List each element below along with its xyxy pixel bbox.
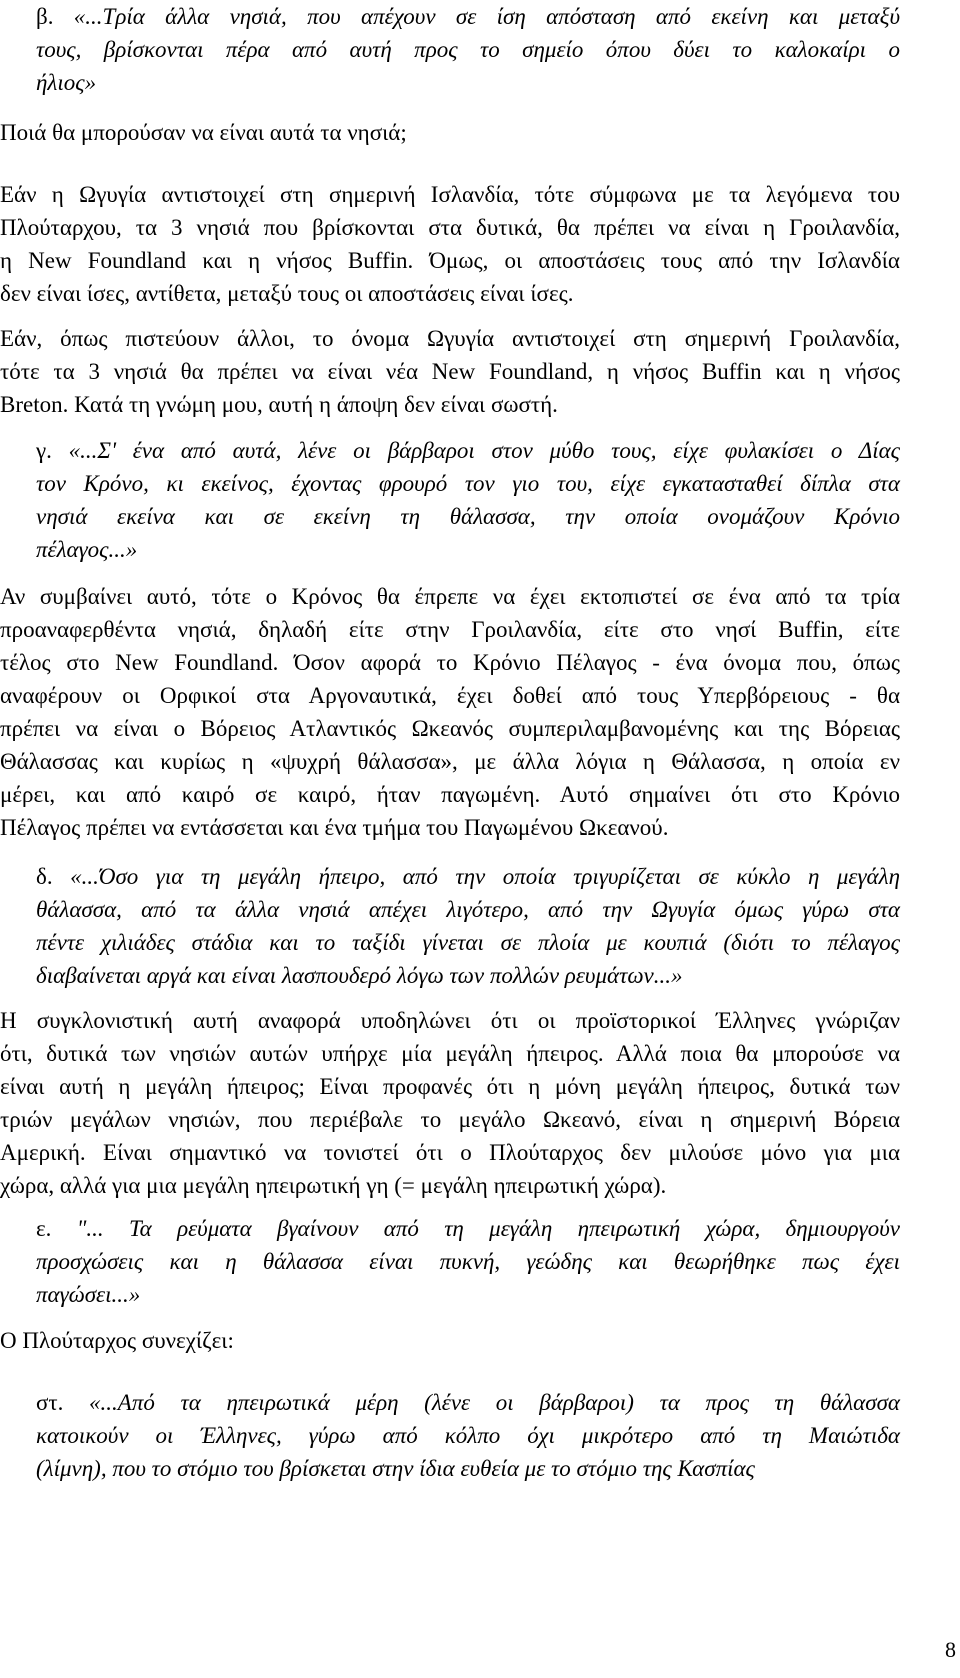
- quote-line: πέλαγος...»: [36, 537, 138, 562]
- paragraph-continent: [0, 1004, 900, 1202]
- text-line: χώρα, αλλά για μια μεγάλη ηπειρωτική γη (= μεγάλη ηπειρωτική χώρα).: [0, 1173, 667, 1198]
- quote-line: «...Τρία άλλα νησιά, που απέχουν σε ίση απόσταση από εκείνη και μεταξύ: [73, 4, 901, 29]
- quote-line: «...Σ' ένα από αυτά, λένε οι βάρβαροι στον μύθο τους, είχε φυλακίσει ο Δίας: [68, 438, 901, 463]
- paragraph-question: Ποιά θα μπορούσαν να είναι αυτά τα νησιά;: [0, 120, 407, 145]
- text-line: τριών μεγάλων νησιών, που περιέβαλε το μεγάλο Ωκεανό, είναι η σημερινή Βόρεια: [0, 1107, 900, 1132]
- quote-gamma: [36, 434, 900, 566]
- text-line: Η συγκλονιστική αυτή αναφορά υποδηλώνει ότι οι προϊστορικοί Έλληνες γνώριζαν: [0, 1008, 900, 1033]
- text-line: είναι αυτή η μεγάλη ήπειρος; Είναι προφανές ότι η μόνη μεγάλη ήπειρος, δυτικά των: [0, 1074, 900, 1099]
- quote-stigma: [36, 1386, 900, 1485]
- text-line: αναφέρουν οι Ορφικοί στα Αργοναυτικά, έχει δοθεί από τους Υπερβόρειους - θα: [0, 683, 900, 708]
- quote-line: νησιά εκείνα και σε εκείνη τη θάλασσα, την οποία ονομάζουν Κρόνιο: [36, 504, 900, 529]
- quote-label: ε.: [36, 1216, 52, 1241]
- text-line: πρέπει να είναι ο Βόρειος Ατλαντικός Ωκεανός συμπεριλαμβανομένης και της Βόρειας: [0, 716, 900, 741]
- paragraph-kronos: [0, 580, 900, 844]
- quote-label: β.: [36, 4, 54, 29]
- text-line: Αν συμβαίνει αυτό, τότε ο Κρόνος θα έπρεπε να έχει εκτοπιστεί σε ένα από τα τρία: [0, 584, 900, 609]
- quote-epsilon: [36, 1212, 900, 1311]
- text-line: Πέλαγος πρέπει να εντάσσεται και ένα τμήμα του Παγωμένου Ωκεανού.: [0, 815, 669, 840]
- paragraph-continues: Ο Πλούταρχος συνεχίζει:: [0, 1328, 234, 1353]
- text-line: τότε τα 3 νησιά θα πρέπει να είναι νέα New Foundland, η νήσος Buffin και η νήσος: [0, 359, 900, 384]
- text-line: η New Foundland και η νήσος Buffin. Όμως, οι αποστάσεις τους από την Ισλανδία: [0, 248, 900, 273]
- quote-line: προσχώσεις και η θάλασσα είναι πυκνή, γεώδης και θεωρήθηκε πως έχει: [36, 1249, 900, 1274]
- page-number: 8: [945, 1637, 956, 1662]
- quote-line: «...Από τα ηπειρωτικά μέρη (λένε οι βάρβαροι) τα προς τη θάλασσα: [89, 1390, 900, 1415]
- text-line: Εάν η Ωγυγία αντιστοιχεί στη σημερινή Ισλανδία, τότε σύμφωνα με τα λεγόμενα του: [0, 182, 900, 207]
- text-line: Εάν, όπως πιστεύουν άλλοι, το όνομα Ωγυγία αντιστοιχεί στη σημερινή Γροιλανδία,: [0, 326, 900, 351]
- quote-line: "... Τα ρεύματα βγαίνουν από τη μεγάλη ηπειρωτική χώρα, δημιουργούν: [76, 1216, 900, 1241]
- quote-line: τον Κρόνο, κι εκείνος, έχοντας φρουρό τον γιο του, είχε εγκατασταθεί δίπλα στα: [36, 471, 900, 496]
- text-line: προαναφερθέντα νησιά, δηλαδή είτε στην Γροιλανδία, είτε στο νησί Buffin, είτε: [0, 617, 900, 642]
- quote-line: «...Όσο για τη μεγάλη ήπειρο, από την οποία τριγυρίζεται σε κύκλο η μεγάλη: [70, 864, 900, 889]
- quote-line: ήλιος»: [36, 70, 97, 95]
- paragraph-iceland: [0, 178, 900, 310]
- paragraph-greenland: [0, 322, 900, 421]
- text-line: Breton. Κατά τη γνώμη μου, αυτή η άποψη δεν είναι σωστή.: [0, 392, 558, 417]
- quote-beta: [36, 0, 900, 99]
- quote-label: στ.: [36, 1390, 64, 1415]
- text-line: δεν είναι ίσες, αντίθετα, μεταξύ τους οι αποστάσεις είναι ίσες.: [0, 281, 574, 306]
- quote-line: διαβαίνεται αργά και είναι λασπουδερό λόγω των πολλών ρευμάτων...»: [36, 963, 683, 988]
- text-line: τέλος στο New Foundland. Όσον αφορά το Κρόνιο Πέλαγος - ένα όνομα που, όπως: [0, 650, 900, 675]
- quote-label: δ.: [36, 864, 53, 889]
- quote-line: θάλασσα, από τα άλλα νησιά απέχει λιγότερο, από την Ωγυγία όμως γύρω στα: [36, 897, 900, 922]
- quote-label: γ.: [36, 438, 52, 463]
- quote-line: πέντε χιλιάδες στάδια και το ταξίδι γίνεται σε πλοία με κουπιά (διότι το πέλαγος: [36, 930, 900, 955]
- text-line: Θάλασσας και κυρίως η «ψυχρή θάλασσα», με άλλα λόγια η Θάλασσα, η οποία εν: [0, 749, 900, 774]
- text-line: ότι, δυτικά των νησιών αυτών υπήρχε μία μεγάλη ήπειρος. Αλλά ποια θα μπορούσε να: [0, 1041, 900, 1066]
- quote-line: κατοικούν οι Έλληνες, γύρω από κόλπο όχι μικρότερο από τη Μαιώτιδα: [36, 1423, 900, 1448]
- text-line: Πλούταρχου, τα 3 νησιά που βρίσκονται στα δυτικά, θα πρέπει να είναι η Γροιλανδία,: [0, 215, 900, 240]
- text-line: μέρει, και από καιρό σε καιρό, ήταν παγωμένη. Αυτό σημαίνει ότι στο Κρόνιο: [0, 782, 900, 807]
- text-line: Αμερική. Είναι σημαντικό να τονιστεί ότι ο Πλούταρχος δεν μιλούσε μόνο για μια: [0, 1140, 900, 1165]
- quote-delta: [36, 860, 900, 992]
- quote-line: (λίμνη), που το στόμιο του βρίσκεται στην ίδια ευθεία με το στόμιο της Κασπίας: [36, 1456, 755, 1481]
- quote-line: παγώσει...»: [36, 1282, 141, 1307]
- quote-line: τους, βρίσκονται πέρα από αυτή προς το σημείο όπου δύει το καλοκαίρι ο: [36, 37, 900, 62]
